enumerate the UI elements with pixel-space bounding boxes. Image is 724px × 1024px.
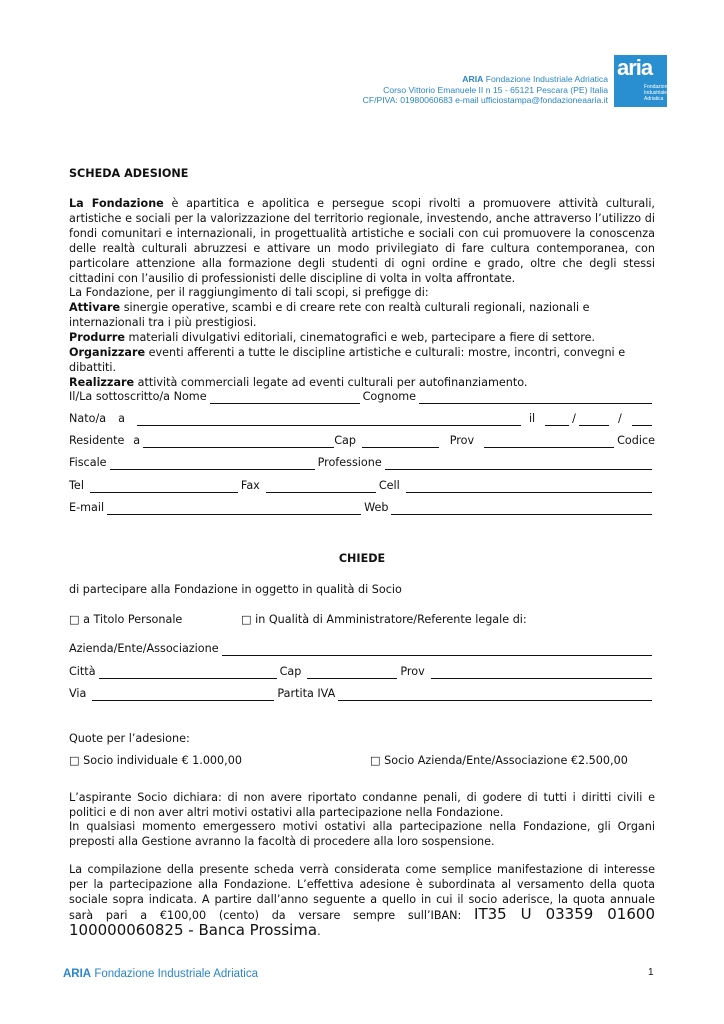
- azienda-cap-field[interactable]: [307, 667, 397, 679]
- aim-text: materiali divulgativi editoriali, cinematografici e web, partecipare a fiere di settore.: [125, 331, 596, 344]
- web-field[interactable]: [391, 503, 652, 515]
- aim-item: [69, 375, 655, 390]
- logo-subtitle-line2: Industriale: [644, 90, 668, 96]
- label-cell: Cell: [378, 479, 400, 492]
- row-web: [69, 500, 655, 515]
- row-azienda: [69, 641, 655, 656]
- compilazione-text: La compilazione della presente scheda verrà considerata come semplice manifestazione di interesse per la partecipazione alla Fondazione. L’effettiva adesione è subordinata al versamento della quota sociale sopra indicata. A partire dall’anno seguente a quello in cui il socio aderisce, la quota annuale sarà pari a €100,00 (cento) da versare sempre sull’IBAN:: [69, 863, 655, 922]
- row-fiscale: [69, 455, 655, 470]
- label-il: il: [528, 412, 536, 425]
- label-nato: Nato/a: [69, 412, 107, 425]
- email-field[interactable]: [107, 503, 361, 515]
- row-nascita: [69, 411, 655, 426]
- quote-title: Quote per l’adesione:: [69, 732, 190, 745]
- label-cap: Cap: [334, 434, 356, 447]
- letterhead-address: Corso Vittorio Emanuele II n 15 - 65121 Pescara (PE) Italia: [383, 84, 608, 95]
- iban-text: IT35 U 03359 01600 100000060825 - Banca Prossima: [69, 905, 655, 939]
- row-contatti: [69, 478, 655, 493]
- footer: [63, 968, 258, 980]
- aims-list: [69, 300, 655, 390]
- quota-individuale[interactable]: □ Socio individuale € 1.000,00: [69, 754, 242, 767]
- chiede-heading: CHIEDE: [338, 552, 386, 565]
- aim-text: eventi afferenti a tutte le discipline artistiche e culturali: mostre, incontri, convegni e dibattiti.: [69, 346, 626, 374]
- piva-field[interactable]: [338, 689, 652, 701]
- slash: /: [617, 412, 622, 425]
- row-nome-cognome: [69, 389, 655, 404]
- aim-item: [69, 330, 655, 345]
- aim-text: sinergie operative, scambi e di creare rete con realtà culturali regionali, nazionali e internazionali tra i più prestigiosi.: [69, 301, 590, 329]
- logo-subtitle: [644, 84, 670, 102]
- letterhead-contact: CF/PIVA: 01980060683 e-mail ufficiostampa@fondazioneaaria.it: [362, 95, 608, 105]
- org-abbr: ARIA: [462, 74, 484, 84]
- slash: /: [572, 412, 576, 425]
- cap-field[interactable]: [362, 436, 439, 448]
- partecipare-text: di partecipare alla Fondazione in oggetto in qualità di Socio: [69, 583, 402, 596]
- nome-field[interactable]: [210, 392, 360, 404]
- option-amministratore[interactable]: □ in Qualità di Amministratore/Referente legale di:: [241, 613, 527, 626]
- aim-verb: Attivare: [69, 301, 121, 314]
- giorno-field[interactable]: [545, 414, 569, 426]
- label-azienda-prov: Prov: [400, 665, 425, 678]
- aim-verb: Produrre: [69, 331, 125, 344]
- azienda-field[interactable]: [222, 644, 652, 656]
- luogo-nascita-field[interactable]: [137, 414, 521, 426]
- tel-field[interactable]: [90, 481, 238, 493]
- label-nato-a: a: [118, 412, 125, 425]
- page-number: 1: [648, 967, 654, 978]
- aim-item: [69, 300, 655, 330]
- label-residente: Residente: [69, 434, 125, 447]
- scopi-line: La Fondazione, per il raggiungimento di tali scopi, si prefigge di:: [69, 286, 429, 299]
- row-via: [69, 686, 655, 701]
- sospensione-paragraph: In qualsiasi momento emergessero motivi ostativi alla partecipazione nella Fondazione, gli Organi preposti alla Gestione avranno la facoltà di procedere alla loro sospensione.: [69, 820, 655, 848]
- intro-text: è apartitica e apolitica e persegue scopi rivolti a promuovere attività culturali, artistiche e sociali per la valorizzazione del territorio regionale, investendo, anche attraverso l’utilizzo di fondi comunitari e internazionali, in progettualità artistiche e sociali con cui promuovere la conoscenza delle realtà culturali abruzzesi e attivare un modo privilegiato di fare cultura contemporanea, con particolare attenzione alla formazione degli studenti di ogni ordine e grado, oltre che degli stessi cittadini con l’ausilio di professionisti delle discipline di volta in volta affrontate.: [69, 197, 655, 285]
- anno-field[interactable]: [632, 414, 652, 426]
- compilazione-paragraph: [69, 862, 655, 939]
- aim-text: attività commerciali legate ad eventi culturali per autofinanziamento.: [134, 376, 528, 389]
- label-web: Web: [364, 501, 389, 514]
- label-email: E-mail: [69, 501, 105, 514]
- quota-azienda[interactable]: □ Socio Azienda/Ente/Associazione €2.500,00: [370, 754, 628, 767]
- footer-name: Fondazione Industriale Adriatica: [91, 968, 258, 980]
- citta-field[interactable]: [99, 667, 277, 679]
- aim-verb: Organizzare: [69, 346, 146, 359]
- prov-field[interactable]: [484, 436, 614, 448]
- intro-bold: La Fondazione: [69, 197, 164, 210]
- aim-verb: Realizzare: [69, 376, 135, 389]
- label-cognome: Cognome: [362, 390, 417, 403]
- label-fiscale: Fiscale: [69, 456, 107, 469]
- label-tel: Tel: [69, 479, 84, 492]
- label-residente-a: a: [133, 434, 141, 447]
- residenza-field[interactable]: [143, 436, 334, 448]
- aria-logo: [614, 55, 671, 107]
- row-residenza: [69, 433, 655, 448]
- dichiarazione-paragraph: L’aspirante Socio dichiara: di non avere riportato condanne penali, di godere di tutti i diritti civili e politici e di non aver altri motivi ostativi alla partecipazione nella Fondazione.: [69, 791, 655, 819]
- letterhead-org: [363, 74, 608, 85]
- letterhead: [363, 74, 608, 106]
- iban-end: .: [317, 925, 321, 938]
- cognome-field[interactable]: [419, 392, 652, 404]
- row-citta: [69, 664, 655, 679]
- professione-field[interactable]: [385, 458, 652, 470]
- codice-fiscale-field[interactable]: [110, 458, 315, 470]
- footer-abbr: ARIA: [63, 968, 92, 980]
- fax-field[interactable]: [266, 481, 376, 493]
- label-citta: Città: [69, 665, 96, 678]
- intro-paragraph: [69, 196, 655, 286]
- logo-subtitle-line1: Fondazione: [644, 84, 671, 90]
- org-name: Fondazione Industriale Adriatica: [483, 74, 608, 84]
- mese-field[interactable]: [579, 414, 609, 426]
- label-prov: Prov: [449, 434, 475, 447]
- label-via: Via: [69, 687, 87, 700]
- azienda-prov-field[interactable]: [431, 667, 652, 679]
- label-fax: Fax: [240, 479, 260, 492]
- aim-item: [69, 345, 655, 375]
- label-azienda-cap: Cap: [279, 665, 302, 678]
- label-nome: Il/La sottoscritto/a Nome: [69, 390, 207, 403]
- label-codice: Codice: [617, 434, 655, 447]
- cell-field[interactable]: [406, 481, 652, 493]
- option-personale[interactable]: □ a Titolo Personale: [69, 613, 183, 626]
- via-field[interactable]: [92, 689, 274, 701]
- logo-wordmark: aria: [617, 55, 653, 80]
- label-azienda: Azienda/Ente/Associazione: [69, 642, 219, 655]
- label-professione: Professione: [317, 456, 382, 469]
- logo-subtitle-line3: Adriatica: [644, 96, 664, 102]
- label-piva: Partita IVA: [277, 687, 336, 700]
- page-title: SCHEDA ADESIONE: [69, 167, 189, 180]
